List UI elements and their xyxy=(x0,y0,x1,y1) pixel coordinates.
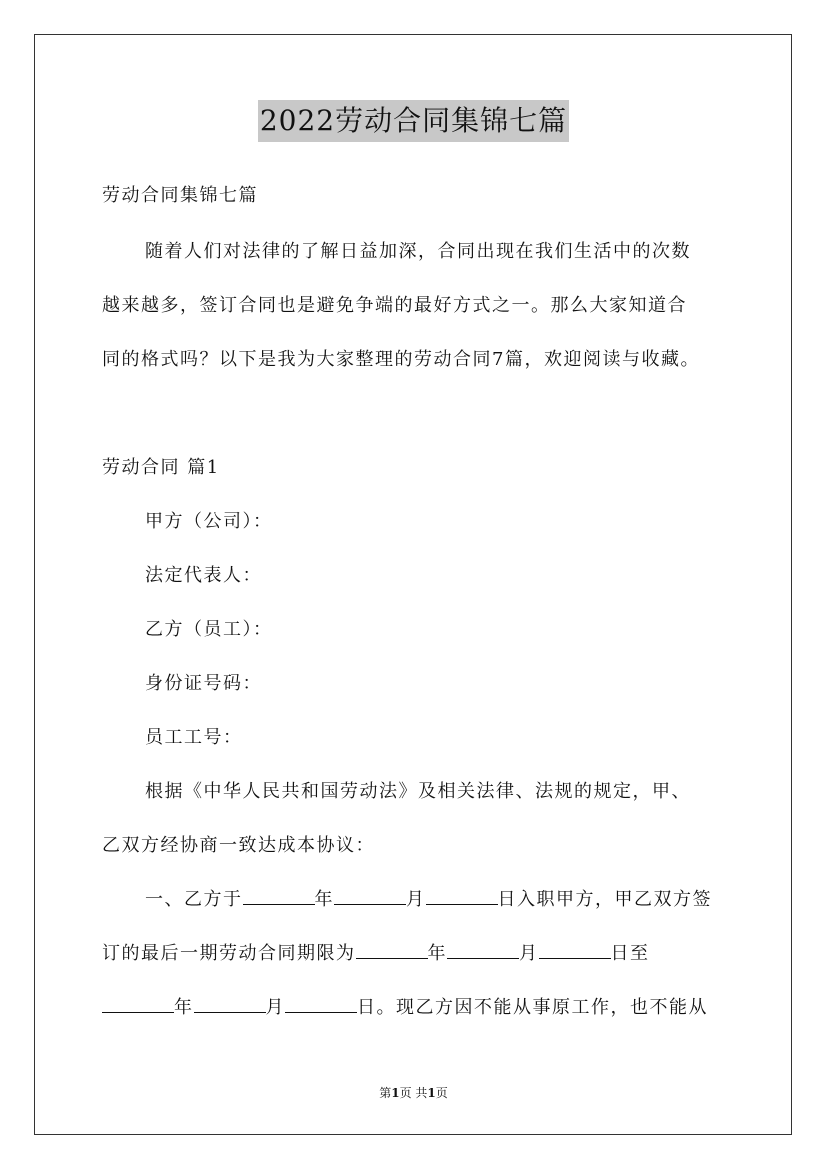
field-employee-number: 员工工号： xyxy=(145,727,243,748)
intro-line-2: 越来越多，签订合同也是避免争端的最好方式之一。那么大家知道合 xyxy=(102,295,687,316)
clause1-text: 日入职甲方，甲乙双方签 xyxy=(497,889,712,910)
total-pages: 1 xyxy=(427,1086,436,1100)
clause1-line-1 xyxy=(145,885,712,911)
blank-day xyxy=(426,890,498,905)
field-party-a: 甲方（公司）： xyxy=(145,511,273,532)
clause1-text: 日。现乙方因不能从事原工作，也不能从 xyxy=(357,997,708,1018)
basis-line-1: 根据《中华人民共和国劳动法》及相关法律、法规的规定，甲、 xyxy=(145,781,691,802)
clause1-text: 年 xyxy=(314,889,334,910)
footer-text: 页 xyxy=(435,1086,448,1100)
clause1-text: 一、乙方于 xyxy=(145,889,243,910)
clause1-text: 月 xyxy=(406,889,426,910)
field-legal-rep: 法定代表人： xyxy=(145,565,262,586)
blank-day xyxy=(285,998,357,1013)
intro-line-1: 随着人们对法律的了解日益加深，合同出现在我们生活中的次数 xyxy=(145,241,691,262)
blank-year xyxy=(102,998,174,1013)
clause1-text: 年 xyxy=(427,943,447,964)
blank-month xyxy=(447,944,519,959)
blank-day xyxy=(539,944,611,959)
footer-text: 页 共 xyxy=(399,1086,428,1100)
blank-month xyxy=(334,890,406,905)
clause1-line-3 xyxy=(102,993,708,1019)
field-id-number: 身份证号码： xyxy=(145,673,262,694)
clause1-line-2 xyxy=(102,939,650,965)
document-title: 2022劳动合同集锦七篇 xyxy=(258,100,569,142)
blank-month xyxy=(194,998,266,1013)
subtitle: 劳动合同集锦七篇 xyxy=(102,185,258,206)
clause1-text: 年 xyxy=(174,997,194,1018)
blank-year xyxy=(243,890,315,905)
basis-line-2: 乙双方经协商一致达成本协议： xyxy=(102,835,375,856)
clause1-text: 日至 xyxy=(610,943,650,964)
current-page: 1 xyxy=(391,1086,400,1100)
intro-line-3: 同的格式吗？以下是我为大家整理的劳动合同7篇，欢迎阅读与收藏。 xyxy=(102,349,700,370)
clause1-text: 月 xyxy=(519,943,539,964)
clause1-text: 月 xyxy=(265,997,285,1018)
page-footer xyxy=(0,1084,827,1101)
clause1-text: 订的最后一期劳动合同期限为 xyxy=(102,943,356,964)
footer-text: 第 xyxy=(379,1086,392,1100)
title-container xyxy=(0,100,827,142)
section-heading: 劳动合同 篇1 xyxy=(102,457,220,478)
field-party-b: 乙方（员工）： xyxy=(145,619,273,640)
blank-year xyxy=(356,944,428,959)
